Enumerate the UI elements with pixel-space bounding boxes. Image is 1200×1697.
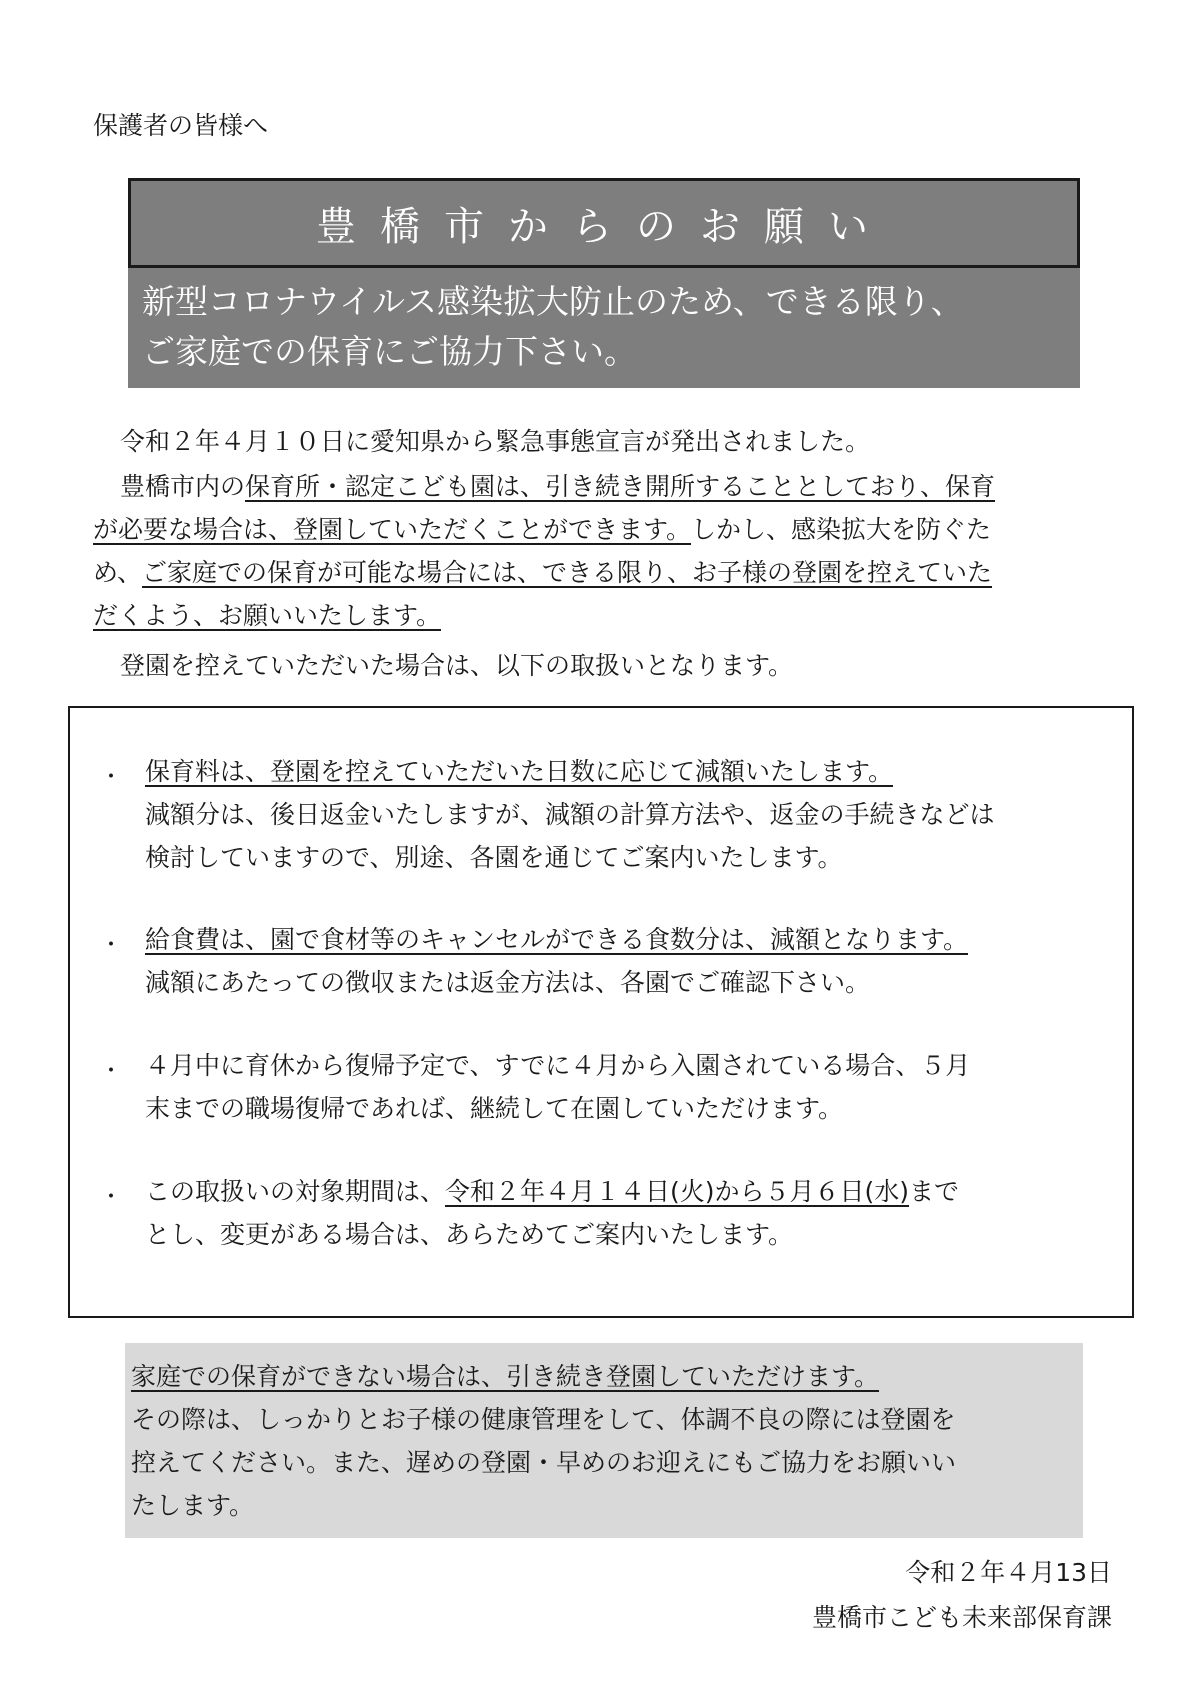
subtitle-banner [128, 268, 1080, 388]
item1-line-1 [145, 750, 893, 793]
item2-line-2: 減額にあたっての徴収または返金方法は、各園でご確認下さい。 [145, 968, 871, 997]
intro-para2-l1-underlined: 保育所・認定こども園は、引き続き開所することとしており、保育 [245, 472, 996, 501]
subtitle-line-1: 新型コロナウイルス感染拡大防止のため、できる限り、 [142, 282, 964, 321]
bullet: ・ [100, 933, 123, 958]
item2-underlined: 給食費は、園で食材等のキャンセルができる食数分は、減額となります。 [145, 925, 969, 954]
item4-line-1 [145, 1170, 959, 1213]
intro-para2-line-1 [120, 465, 995, 508]
issue-date: 令和２年４月13日 [905, 1558, 1112, 1587]
item3-line-1: ４月中に育休から復帰予定で、すでに４月から入園されている場合、５月 [145, 1051, 971, 1080]
notice-line-1 [131, 1355, 1083, 1398]
intro-para2-line-2 [93, 508, 991, 551]
item3-line-2: 末までの職場復帰であれば、継続して在園していただけます。 [145, 1094, 844, 1123]
title-banner [128, 178, 1080, 268]
item2-line-1 [145, 918, 968, 961]
intro-para2-l3-underlined: ご家庭での保育が可能な場合には、できる限り、お子様の登園を控えていた [142, 558, 993, 587]
item4-l1-end: まで [909, 1177, 960, 1206]
intro-para2-line-3 [93, 551, 992, 594]
intro-para2-l3-plain: め、 [93, 558, 143, 587]
bullet: ・ [100, 1185, 123, 1210]
issuing-department: 豊橋市こども未来部保育課 [811, 1603, 1112, 1632]
notice-box [125, 1343, 1083, 1538]
handling-details-box [68, 706, 1134, 1318]
intro-para2-l1-plain: 豊橋市内の [120, 472, 246, 501]
intro-para2-l4-underlined: だくよう、お願いいたします。 [93, 601, 442, 630]
item1-line-2: 減額分は、後日返金いたしますが、減額の計算方法や、返金の手続きなどは [145, 800, 995, 829]
item4-l1-plain: この取扱いの対象期間は、 [145, 1177, 446, 1206]
intro-para2-l2-plain: しかし、感染拡大を防ぐた [691, 515, 992, 544]
subtitle-line-2: ご家庭での保育にご協力下さい。 [142, 332, 637, 371]
item4-line-2: とし、変更がある場合は、あらためてご案内いたします。 [145, 1220, 794, 1249]
item1-underlined: 保育料は、登園を控えていただいた日数に応じて減額いたします。 [145, 757, 894, 786]
notice-underlined: 家庭での保育ができない場合は、引き続き登園していただけます。 [131, 1362, 880, 1391]
item1-line-3: 検討していますので、別途、各園を通じてご案内いたします。 [145, 843, 843, 872]
intro-para2-l2-underlined: が必要な場合は、登園していただくことができます。 [93, 515, 692, 544]
bullet: ・ [100, 1059, 123, 1084]
notice-line-3: 控えてください。また、遅めの登園・早めのお迎えにもご協力をお願いい [131, 1448, 957, 1477]
bullet: ・ [100, 765, 123, 790]
intro-para2-line-4 [93, 594, 441, 637]
salutation: 保護者の皆様へ [93, 111, 269, 140]
intro-last-line: 登園を控えていただいた場合は、以下の取扱いとなります。 [120, 651, 794, 680]
notice-line-2: その際は、しっかりとお子様の健康管理をして、体調不良の際には登園を [131, 1405, 956, 1434]
notice-line-4: たします。 [131, 1491, 255, 1520]
intro-line-1: 令和２年４月１０日に愛知県から緊急事態宣言が発出されました。 [120, 427, 871, 456]
item4-period-underlined: 令和２年４月１４日(火)から５月６日(水) [445, 1177, 910, 1206]
page-title: 豊橋市からのお願い [316, 203, 892, 250]
